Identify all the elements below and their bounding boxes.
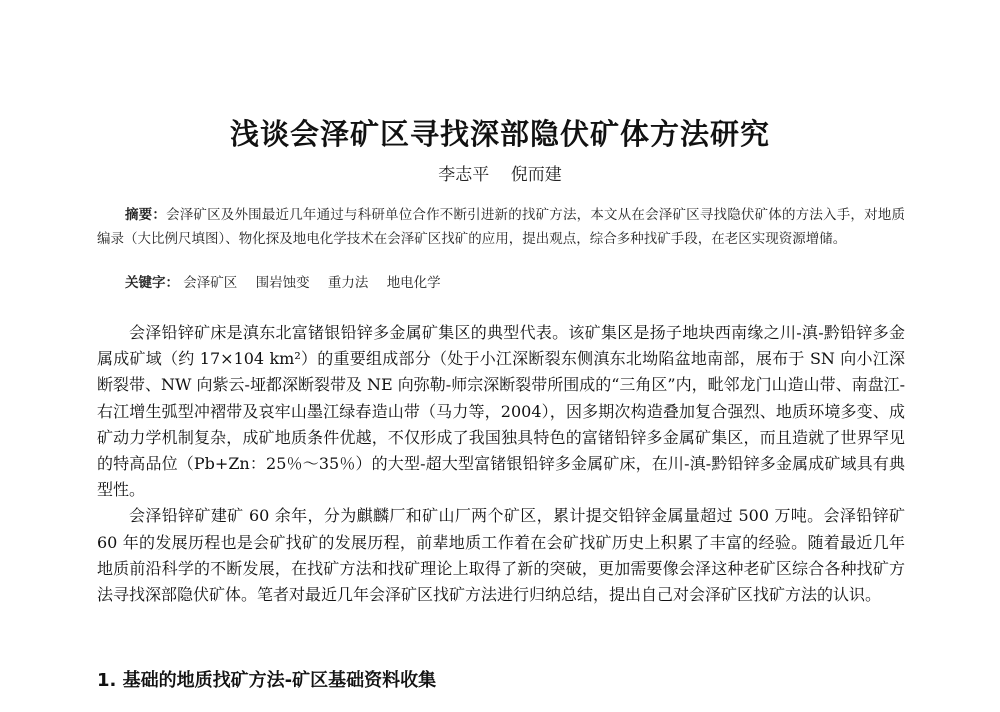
section-heading: 1. 基础的地质找矿方法-矿区基础资料收集 (97, 670, 437, 691)
body-paragraph: 会泽铅锌矿建矿 60 余年，分为麒麟厂和矿山厂两个矿区，累计提交铅锌金属量超过 500 万吨。会泽铅锌矿 60 年的发展历程也是会矿找矿的发展历程，前辈地质工作着在会矿找矿历史上积累了丰富的经验。随着最近几年地质前沿科学的不断发展，在找矿方法和找矿理论上取得了新的突破，更加需要像会泽这种老矿区综合各种找矿方法寻找深部隐伏矿体。笔者对最近几年会泽矿区找矿方法进行归纳总结，提出自己对会泽矿区找矿方法的认识。 (97, 506, 905, 605)
keyword: 地电化学 (386, 275, 441, 291)
abstract (97, 203, 905, 251)
author-name: 倪而建 (510, 165, 562, 185)
paper-title: 浅谈会泽矿区寻找深部隐伏矿体方法研究 (229, 117, 770, 151)
keyword: 重力法 (327, 275, 369, 291)
keyword: 围岩蚀变 (255, 275, 310, 291)
author-name: 李志平 (438, 165, 490, 185)
abstract-label: 摘要： (125, 207, 167, 223)
body-text (97, 320, 905, 608)
abstract-text: 会泽矿区及外围最近几年通过与科研单位合作不断引进新的找矿方法，本文从在会泽矿区寻找隐伏矿体的方法入手，对地质编录（大比例尺填图）、物化探及地电化学技术在会泽矿区找矿的应用，提出观点，综合多种找矿手段，在老区实现资源增储。 (97, 207, 905, 247)
body-paragraph: 会泽铅锌矿床是滇东北富锗银铅锌多金属矿集区的典型代表。该矿集区是扬子地块西南缘之川-滇-黔铅锌多金属成矿域（约 17×104 km²）的重要组成部分（处于小江深断裂东侧滇东北坳陷盆地南部，展布于 SN 向小江深断裂带、NW 向紫云-垭都深断裂带及 NE 向弥勒-师宗深断裂带所围成的“三角区”内，毗邻龙门山造山带、南盘江-右江增生弧型冲褶带及哀牢山墨江绿春造山带（马力等，2004），因多期次构造叠加复合强烈、地质环境多变、成矿动力学机制复杂，成矿地质条件优越，不仅形成了我国独具特色的富锗铅锌多金属矿集区，而且造就了世界罕见的特高品位（Pb+Zn：25％～35％）的大型-超大型富锗银铅锌多金属矿床，在川-滇-黔铅锌多金属成矿域具有典型性。 (97, 323, 905, 500)
keywords (125, 271, 455, 291)
author-line (0, 160, 1000, 185)
keyword: 会泽矿区 (183, 275, 238, 291)
keywords-label: 关键字： (125, 275, 179, 291)
